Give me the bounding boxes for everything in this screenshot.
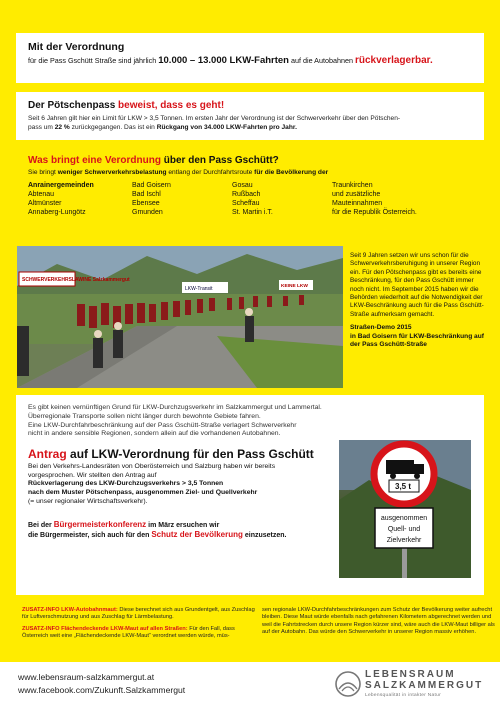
logo-tagline: Lebensqualität in intakter Natur: [365, 693, 441, 698]
demo-photo-illustration: [17, 246, 343, 388]
demo-banner-2: LKW-Transit: [185, 286, 213, 292]
gemeinden-col4-item: Traunkirchen: [332, 182, 373, 189]
bgm-pre: Bei der: [28, 522, 52, 530]
antrag-paragraph: [28, 463, 328, 506]
gemeinden-col3-item: Rußbach: [232, 191, 261, 198]
demo-banner-1: SCHWERVERKEHRSLAWINE Salzkammergut: [22, 277, 130, 283]
poetschen-title-black: Der Pötschenpass: [28, 100, 116, 111]
bgm-conference: Bürgermeisterkonferenz: [53, 520, 147, 530]
info-b-text: Für den Fall, dass Österreich weit eine „Flächendeckende LKW-Maut“ verordnet werden würde, müs-: [22, 625, 235, 640]
was-sub-bold1: weniger Schwerverkehrsbelastung: [57, 169, 167, 176]
verordnung-box: [16, 33, 484, 83]
antrag-line: vorgesprochen. Wir stellten den Antrag auf: [28, 471, 157, 479]
gemeinden-col1: [28, 181, 132, 217]
verordnung-line-number: 10.000 – 13.000 LKW-Fahrten: [158, 55, 289, 66]
logo-text-line1: LEBENSRAUM: [365, 669, 456, 680]
verordnung-line-pre: für die Pass Gschütt Straße sind jährlich: [28, 56, 157, 65]
gemeinden-col2-item: Ebensee: [132, 200, 160, 207]
gemeinden-col3-item: Scheffau: [232, 200, 260, 207]
logo-text-line2: SALZKAMMERGUT: [365, 680, 484, 691]
antrag-line: (= unser regionaler Wirtschaftsverkehr).: [28, 497, 148, 505]
photo-caption-title: Straßen-Demo 2015: [350, 324, 412, 332]
grund-line: Es gibt keinen vernünftigen Grund für LKW-Durchzugsverkehr im Salzkammergut und Lammertal.: [28, 404, 322, 411]
info-a-text: Diese berechnet sich aus Grundentgelt, aus Zuschlag für Luftverschmutzung und aus Zuschlag für Lärmbelastung.: [22, 607, 255, 621]
was-bringt-section: [16, 150, 484, 240]
gemeinden-col2-item: Gmunden: [132, 209, 163, 216]
side-text: [346, 252, 486, 350]
facebook-link[interactable]: www.facebook.com/Zukunft.Salzkammergut: [18, 685, 186, 695]
gemeinden-col4-item: und zusätzliche: [332, 191, 381, 198]
demo-photo: [17, 246, 343, 388]
bgm-line2-end: einzusetzen.: [244, 532, 287, 540]
gemeinden-col1-item: Anrainergemeinden: [28, 182, 94, 189]
gemeinden-col3-item: Gosau: [232, 182, 253, 189]
info-c-text: sen regionale LKW-Durchfahrbeschränkungen zum Schutz der Bevölkerung weiter aufrecht bleiben. Diese Maut würde ebenfalls nach gefahrenen Kilometern abgerechnet werden und weil die Fahrtstrecken durch unsere Region kürzer sind, wäre auch die LKW-Maut billiger als auf der Autobahn. Das würde den Schwerverkehr in unserer Region massiv erhöhen.: [262, 607, 495, 636]
grund-line: Eine LKW-Durchfahrbeschränkung auf der Pass Gschütt-Straße verlagert Schwerverkehr: [28, 421, 297, 429]
poetschen-para-pre: pass um: [28, 124, 53, 131]
zusatz-info-right: [262, 607, 496, 653]
was-sub-pre: Sie bringt: [28, 169, 56, 176]
antrag-title-red: Antrag: [28, 447, 67, 462]
antrag-line: Bei den Verkehrs-Landesräten von Oberösterreich und Salzburg haben wir bereits: [28, 463, 276, 471]
verordnung-line-mid: auf die Autobahnen: [291, 56, 353, 65]
website-link[interactable]: www.lebensraum-salzkammergut.at: [18, 672, 155, 682]
gemeinden-col2-item: Bad Ischl: [132, 191, 161, 198]
side-paragraph: Seit 9 Jahren setzen wir uns schon für die Schwerverkehrsberuhigung in unserer Region ein. Für den Pötschenpass gibt es bereits eine Beschränkung, für den Pass Gschütt immer noch nicht. Im September 2015 haben wir die Behörden wiederholt auf die Notwendigkeit der LKW-Beschränkung auch für die Pass Gschütt-Straße aufmerksam gemacht.: [350, 252, 484, 318]
gemeinden-col1-item: Altmünster: [28, 200, 62, 207]
buergermeister-text: [28, 520, 348, 540]
gemeinden-col2: [132, 181, 232, 217]
photo-caption-text: in Bad Goisern für LKW-Beschränkung auf der Pass Gschütt-Straße: [350, 332, 484, 349]
verordnung-line: [28, 56, 472, 66]
bgm-line2-red: Schutz der Bevölkerung: [151, 530, 243, 540]
truck-ban-sign: [339, 440, 471, 578]
bgm-line2-pre: die Bürgermeister, sich auch für den: [28, 532, 150, 540]
gemeinden-col4: [332, 181, 468, 217]
antrag-line-bold: Rückverlagerung des LKW-Durchzugsverkehrs > 3,5 Tonnen: [28, 480, 224, 488]
was-bringt-subline: [28, 168, 472, 177]
lebensraum-logo: [335, 669, 485, 701]
was-bringt-title-black: über den Pass Gschütt?: [163, 155, 279, 166]
verordnung-line-highlight: rückverlagerbar.: [354, 55, 433, 66]
info-b-label: ZUSATZ-INFO Flächendeckende LKW-Maut auf allen Straßen:: [22, 625, 188, 632]
grund-text: [28, 404, 472, 439]
gemeinden-col3: [232, 181, 332, 217]
sign-plate-line1: ausgenommen: [380, 515, 428, 522]
gemeinden-col4-item: Mauteinnahmen: [332, 200, 383, 207]
poetschen-box: [16, 92, 484, 140]
photo-caption: [350, 324, 486, 350]
poetschen-title-red: beweist, dass es geht!: [118, 100, 225, 111]
poetschen-para: [28, 114, 472, 132]
traffic-sign-photo: [339, 440, 471, 578]
sign-plate-line2: Quell- und: [387, 526, 421, 533]
gemeinden-col2-item: Bad Goisern: [132, 182, 171, 189]
bgm-mid: im März ersuchen wir: [148, 522, 220, 530]
gemeinden-col3-item: St. Martin i.T.: [232, 209, 273, 216]
poetschen-title: [28, 99, 472, 112]
zusatz-info: [16, 601, 495, 659]
gemeinden-col4-item: für die Republik Österreich.: [332, 209, 417, 216]
logo-mark-icon: [335, 669, 361, 699]
gemeinden-columns: [28, 181, 472, 217]
grund-line: Überregionale Transporte sollen nicht länger durch bewohnte Gebiete fahren.: [28, 412, 261, 420]
gemeinden-col1-item: Annaberg-Lungötz: [28, 209, 86, 216]
poetschen-para-bold: Rückgang von 34.000 LKW-Fahrten pro Jahr.: [156, 124, 297, 131]
antrag-title-black: auf LKW-Verordnung für den Pass Gschütt: [70, 447, 314, 462]
grund-line: nicht in andere sensible Regionen, sondern allein auf die vorhandenen Autobahnen.: [28, 430, 281, 438]
was-bringt-title-red: Was bringt eine Verordnung: [28, 155, 161, 166]
sign-weight: 3,5 t: [395, 482, 412, 491]
poetschen-para-line1: Seit 6 Jahren gilt hier ein Limit für LKW > 3,5 Tonnen. Im ersten Jahr der Verordnung ist der Schwerverkehr über den Pötschen-: [28, 115, 401, 122]
gemeinden-col1-item: Abtenau: [28, 191, 55, 198]
was-sub-mid: entlang der Durchfahrtsroute: [168, 169, 253, 176]
poetschen-para-mid: zurückgegangen. Das ist ein: [71, 124, 155, 131]
info-a-label: ZUSATZ-INFO LKW-Autobahnmaut:: [22, 607, 118, 613]
antrag-line-bold: nach dem Muster Pötschenpass, ausgenommen Ziel- und Quellverkehr: [28, 488, 258, 496]
demo-banner-3: KEINE LKW: [281, 284, 308, 289]
verordnung-title: Mit der Verordnung: [28, 41, 125, 53]
was-sub-bold2: für die Bevölkerung der: [254, 169, 329, 176]
sign-plate-line3: Zielverkehr: [386, 537, 422, 544]
poetschen-percent: 22 %: [54, 124, 70, 131]
zusatz-info-left: [22, 607, 256, 653]
was-bringt-title: [28, 154, 472, 167]
